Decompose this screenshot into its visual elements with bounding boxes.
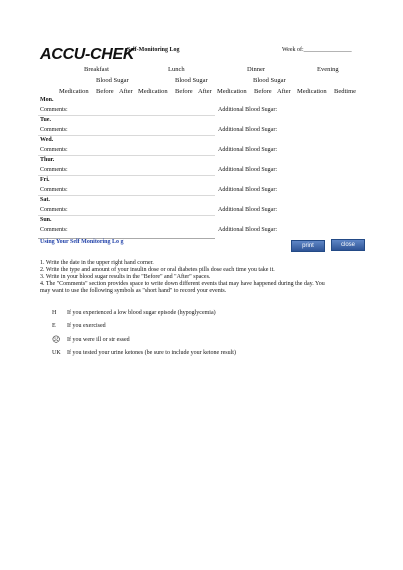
symbol-h: H [52,310,57,316]
symbol-h-text: If you experienced a low blood sugar episode (hypoglycemia) [67,310,216,316]
col-medication-1: Medication [59,88,89,95]
symbol-ill-text: If you were ill or str essed [67,337,130,343]
col-before-2: Before [175,88,193,95]
instruction-4: 4. The "Comments" section provides space to write down different events that may have happened during the day. You [40,281,325,287]
col-medication-3: Medication [217,88,247,95]
instruction-1: 1. Write the date in the upper right hand corner. [40,260,154,266]
col-medication-2: Medication [138,88,168,95]
row-divider [38,215,215,216]
additional-blood-sugar-mon: Additional Blood Sugar: [218,107,277,113]
comments-label-tue: Comments: [40,127,68,133]
additional-blood-sugar-sat: Additional Blood Sugar: [218,207,277,213]
additional-blood-sugar-tue: Additional Blood Sugar: [218,127,277,133]
symbol-e: E [52,323,56,329]
row-divider [38,195,215,196]
meal-evening: Evening [317,66,339,73]
week-of-field[interactable]: Week of:________________ [282,47,352,53]
print-button[interactable]: print [291,240,325,252]
comments-label-sat: Comments: [40,207,68,213]
row-divider [38,115,215,116]
instruction-4-continued: may want to use the following symbols as "short hand" to record your events. [40,288,227,294]
additional-blood-sugar-sun: Additional Blood Sugar: [218,227,277,233]
col-before-1: Before [96,88,114,95]
day-label-sat: Sat. [40,197,50,203]
additional-blood-sugar-fri: Additional Blood Sugar: [218,187,277,193]
comments-label-wed: Comments: [40,147,68,153]
col-bedtime: Bedtime [334,88,357,95]
row-divider [38,155,215,156]
meal-breakfast: Breakfast [84,66,109,73]
blood-sugar-header-lunch: Blood Sugar [175,77,208,84]
day-label-tue: Tue. [40,117,51,123]
symbol-uk-text: If you tested your urine ketones (be sure to include your ketone result) [67,350,236,356]
close-button[interactable]: close [331,239,365,251]
day-label-thur: Thur. [40,157,55,163]
row-divider [38,175,215,176]
using-log-link[interactable]: Using Your Self Monitoring Lo g [40,239,124,245]
comments-label-sun: Comments: [40,227,68,233]
col-after-3: After [277,88,291,95]
col-after-1: After [119,88,133,95]
instruction-3: 3. Write in your blood sugar results in the "Before" and "After" spaces. [40,274,211,280]
col-medication-4: Medication [297,88,327,95]
symbol-e-text: If you exercised [67,323,106,329]
symbol-uk: UK [52,350,61,356]
blood-sugar-header-dinner: Blood Sugar [253,77,286,84]
sad-face-icon: ☹ [52,335,61,344]
meal-dinner: Dinner [247,66,266,73]
comments-label-mon: Comments: [40,107,68,113]
additional-blood-sugar-wed: Additional Blood Sugar: [218,147,277,153]
comments-label-thur: Comments: [40,167,68,173]
blood-sugar-header-breakfast: Blood Sugar [96,77,129,84]
page-title: Self-Monitoring Log [127,47,180,53]
day-label-wed: Wed. [40,137,54,143]
day-label-mon: Mon. [40,97,54,103]
instruction-2: 2. Write the type and amount of your insulin dose or oral diabetes pills dose each time you take it. [40,267,275,273]
day-label-sun: Sun. [40,217,52,223]
row-divider [38,135,215,136]
brand-logo: ACCU-CHEK [40,46,135,63]
meal-lunch: Lunch [168,66,185,73]
comments-label-fri: Comments: [40,187,68,193]
col-before-3: Before [254,88,272,95]
day-label-fri: Fri. [40,177,50,183]
additional-blood-sugar-thur: Additional Blood Sugar: [218,167,277,173]
col-after-2: After [198,88,212,95]
